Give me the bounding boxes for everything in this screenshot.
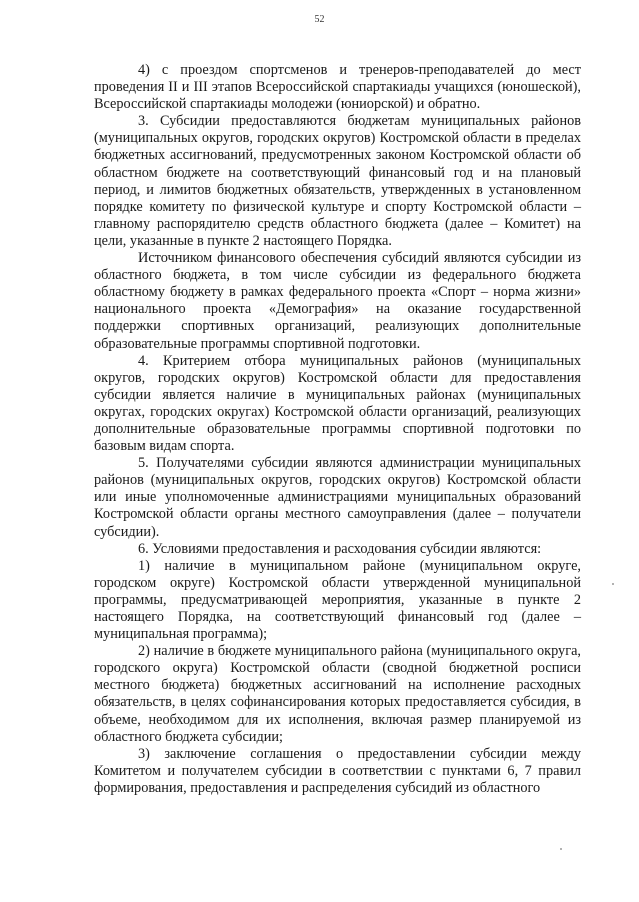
paragraph-clause-3-subsidies: 3. Субсидии предоставляются бюджетам муниципальных районов (муниципальных округов, городских округов) Костромской области в пределах бюджетных ассигнований, предусмотренных законом Костромской области об областном бюджете на соответствующий финансовый год и на плановый период, и лимитов бюджетных обязательств, утвержденных в установленном порядке комитету по физической культуре и спорту Костромской области – главному распорядителю средств областного бюджета (далее – Комитет) на цели, указанные в пункте 2 настоящего Порядка. [94,113,581,249]
paragraph-clause-5-recipients: 5. Получателями субсидии являются администрации муниципальных районов (муниципальных округов, городских округов) Костромской области или иные уполномоченные администрациями муниципальных образований Костромской области органы местного самоуправления (далее – получатели субсидии). [94,455,581,540]
paragraph-condition-2-budget: 2) наличие в бюджете муниципального района (муниципального округа, городского округа) Костромской области (сводной бюджетной росписи местного бюджета) бюджетных ассигнований на исполнение расходных обязательств, в целях софинансирования которых предоставляется субсидия, в объеме, необходимом для их исполнения, включая размер планируемой из областного бюджета субсидии; [94,643,581,745]
paragraph-item-4-travel: 4) с проездом спортсменов и тренеров-преподавателей до мест проведения II и III этапов Всероссийской спартакиады учащихся (юношеской), Всероссийской спартакиады молодежи (юниорской) и обратно. [94,62,581,113]
paragraph-condition-3-agreement: 3) заключение соглашения о предоставлении субсидии между Комитетом и получателем субсидии в соответствии с пунктами 6, 7 правил формирования, предоставления и распределения субсидий из областного [94,745,581,796]
page-number: 52 [314,14,325,25]
scan-speck [560,848,562,850]
paragraph-clause-4-selection-criterion: 4. Критерием отбора муниципальных районов (муниципальных округов, городских округов) Костромской области для предоставления субсидии является наличие в муниципальных районах (муниципальных округах, городских округах) Костромской области организаций, реализующих дополнительные образовательные программы спортивной подготовки по базовым видам спорта. [94,352,581,455]
paragraph-clause-6-conditions: 6. Условиями предоставления и расходования субсидии являются: [138,540,542,557]
paragraph-condition-1-program: 1) наличие в муниципальном районе (муниципальном округе, городском округе) Костромской области утвержденной муниципальной программы, предусматривающей мероприятия, указанные в пункте 2 настоящего Порядка, на соответствующий финансовый год (далее – муниципальная программа); [94,557,581,643]
document-body [94,62,581,797]
scan-speck [612,583,614,585]
paragraph-funding-source: Источником финансового обеспечения субсидий являются субсидии из областного бюджета, в том числе субсидии из федерального бюджета областному бюджету в рамках федерального проекта «Спорт – норма жизни» национального проекта «Демография» на оказание государственной поддержки спортивных организаций, реализующих дополнительные образовательные программы спортивной подготовки. [94,250,581,352]
